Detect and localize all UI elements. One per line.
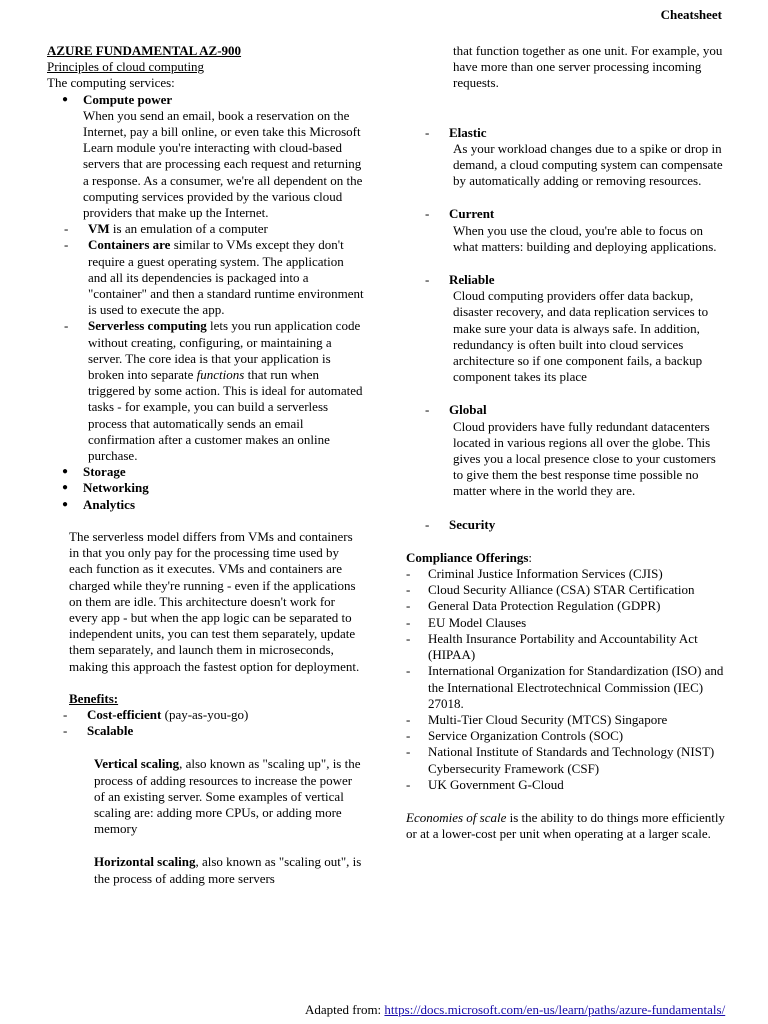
benefit-item-text: [87, 707, 248, 723]
bullet-item-compute-power: [47, 92, 365, 108]
document-title: AZURE FUNDAMENTAL AZ-900: [47, 43, 242, 58]
compliance-item: [406, 777, 726, 793]
compliance-heading-colon: :: [528, 549, 533, 565]
dash-marker: -: [406, 566, 411, 582]
compliance-item: [406, 712, 726, 728]
compliance-item: [406, 566, 726, 582]
benefits-heading: Benefits:: [69, 690, 119, 706]
bullet-label: Storage: [83, 464, 126, 480]
intro-text: The computing services:: [47, 75, 175, 91]
horizontal-bold: Horizontal scaling: [94, 854, 196, 870]
dash-marker: -: [406, 598, 411, 614]
bullet-item-analytics: [47, 497, 365, 513]
compliance-item: [406, 728, 726, 744]
benefit-reliable: [406, 272, 726, 288]
dash-marker: -: [425, 516, 430, 532]
compliance-item-text: UK Government G-Cloud: [428, 776, 564, 792]
benefit-security: [406, 517, 726, 533]
right-column: [406, 43, 726, 842]
footer-prefix: Adapted from:: [305, 1002, 385, 1017]
source-link[interactable]: https://docs.microsoft.com/en-us/learn/paths/azure-fundamentals/: [384, 1002, 726, 1017]
bullet-dot-icon: ●: [61, 466, 69, 478]
vm-bold: VM: [88, 221, 110, 237]
dash-marker: -: [425, 206, 430, 222]
compliance-item: [406, 663, 726, 712]
dash-item-text: [88, 237, 365, 318]
dash-marker: -: [406, 630, 411, 646]
compliance-item-text: EU Model Clauses: [428, 614, 527, 630]
dash-item-vm: [47, 221, 365, 237]
compliance-item-text: General Data Protection Regulation (GDPR): [428, 598, 661, 614]
serverless-paragraph: The serverless model differs from VMs and containers in that you only pay for the processing time used by each function as it executes. VMs and containers are charged while they're running - even if the applications on them are idle. This architecture doesn't work for every app - but when the app logic can be separated to independent units, you can test them separately, update them separately, and launch them in microseconds, making this approach the fastest option for deployment.: [69, 528, 360, 674]
dash-marker: -: [425, 272, 430, 288]
vertical-scaling-paragraph: [47, 756, 365, 837]
compliance-item-text: Cloud Security Alliance (CSA) STAR Certification: [428, 582, 695, 598]
compliance-item-text: Criminal Justice Information Services (CJIS): [428, 566, 663, 582]
left-column: [47, 43, 365, 887]
compliance-item-text: National Institute of Standards and Technology (NIST) Cybersecurity Framework (CSF): [428, 744, 715, 776]
vertical-text: , also known as "scaling up", is the process of adding resources to increase the power of an existing server. Some examples of vertical scaling are: adding more CPUs, or adding more memory: [94, 756, 361, 837]
dash-marker: -: [406, 582, 411, 598]
dash-marker: -: [64, 237, 69, 253]
dash-item-serverless: [47, 318, 365, 464]
compliance-list: [406, 566, 726, 793]
bullet-label: Compute power: [83, 91, 173, 107]
benefit-global: [406, 402, 726, 418]
reliable-label: Reliable: [449, 272, 495, 288]
compliance-heading: [406, 550, 726, 566]
dash-item-text: [88, 318, 365, 464]
elastic-label: Elastic: [449, 124, 487, 140]
vertical-bold: Vertical scaling: [94, 756, 180, 772]
benefit-item-cost: [47, 707, 365, 723]
compliance-item-text: Health Insurance Portability and Accountability Act (HIPAA): [428, 630, 698, 663]
vm-text: is an emulation of a computer: [109, 221, 268, 237]
dash-marker: -: [406, 711, 411, 727]
section-subtitle: Principles of cloud computing: [47, 59, 205, 75]
cost-text: (pay-as-you-go): [161, 706, 249, 722]
dash-marker: -: [63, 706, 68, 722]
horizontal-scaling-paragraph: [47, 854, 365, 886]
benefit-current: [406, 206, 726, 222]
bullet-label: Analytics: [83, 496, 135, 512]
dash-item-text: [88, 221, 268, 237]
compliance-item-text: Service Organization Controls (SOC): [428, 728, 624, 744]
dash-marker: -: [406, 728, 411, 744]
dash-marker: -: [64, 318, 69, 334]
dash-item-containers: [47, 237, 365, 318]
horizontal-text: , also known as "scaling out", is the process of adding more servers: [94, 854, 362, 886]
serverless-text-1: lets you run application code without creating, configuring, or maintaining a server. The core idea is that your application is broken into separate: [88, 318, 361, 383]
dash-marker: -: [406, 614, 411, 630]
dash-marker: -: [63, 723, 68, 739]
economies-text: is the ability to do things more efficiently or at a lower-cost per unit when operating at a larger scale.: [406, 809, 725, 842]
current-text: When you use the cloud, you're able to focus on what matters: building and deploying applications.: [453, 222, 717, 254]
horizontal-scaling-continued: that function together as one unit. For example, you have more than one server processing incoming requests.: [453, 43, 723, 91]
compliance-item-text: International Organization for Standardization (ISO) and the International Electrotechnical Commission (IEC) 27018.: [428, 663, 724, 711]
dash-marker: -: [425, 402, 430, 418]
economies-italic: Economies of scale: [406, 809, 507, 825]
serverless-italic: functions: [196, 367, 245, 383]
bullet-item-storage: [47, 464, 365, 480]
cost-bold: Cost-efficient: [87, 706, 162, 722]
compliance-heading-bold: Compliance Offerings: [406, 549, 529, 565]
compliance-item-text: Multi-Tier Cloud Security (MTCS) Singapore: [428, 711, 668, 727]
compliance-item: [406, 744, 726, 776]
serverless-text-2: that run when triggered by some action. This is ideal for automated tasks - for example, you can build a serverless process that automatically sends an email confirmation after a customer makes an online purchase.: [88, 367, 363, 464]
bullet-label: Networking: [83, 480, 149, 496]
reliable-text: Cloud computing providers offer data backup, disaster recovery, and data replication services to make sure your data is always safe. In addition, redundancy is often built into cloud services architecture so if one component fails, a backup component takes its place: [453, 288, 709, 385]
containers-text: similar to VMs except they don't require a guest operating system. The application and all its dependencies is packaged into a "container" and then a standard runtime environment is used to execute the app.: [88, 237, 364, 318]
bullet-dot-icon: ●: [61, 93, 69, 105]
serverless-bold: Serverless computing: [88, 318, 207, 334]
elastic-text: As your workload changes due to a spike or drop in demand, a cloud computing system can compensate by automatically adding or removing resources.: [453, 140, 723, 189]
bullet-dot-icon: ●: [61, 482, 69, 494]
scalable-label: Scalable: [87, 723, 134, 739]
page-header-label: Cheatsheet: [660, 7, 722, 22]
containers-bold: Containers are: [88, 237, 171, 253]
global-label: Global: [449, 402, 487, 418]
compliance-item: [406, 598, 726, 614]
economies-of-scale-paragraph: [406, 810, 726, 842]
dash-marker: -: [425, 124, 430, 140]
compliance-item: [406, 631, 726, 663]
current-label: Current: [449, 206, 495, 222]
dash-marker: -: [406, 744, 411, 760]
dash-marker: -: [64, 221, 69, 237]
bullet-item-networking: [47, 480, 365, 496]
benefit-item-scalable: [47, 723, 365, 739]
bullet-dot-icon: ●: [61, 498, 69, 510]
footer-attribution: [305, 1002, 725, 1018]
benefit-elastic: [406, 125, 726, 141]
dash-marker: -: [406, 663, 411, 679]
compliance-item: [406, 615, 726, 631]
compute-power-text: When you send an email, book a reservation on the Internet, pay a bill online, or even take this Microsoft Learn module you're interacting with cloud-based servers that are processing each request and returning a response. As a consumer, we're all dependent on the computing services provided by the various cloud providers that make up the Internet.: [83, 107, 363, 221]
compliance-item: [406, 582, 726, 598]
dash-marker: -: [406, 776, 411, 792]
security-label: Security: [449, 516, 496, 532]
global-text: Cloud providers have fully redundant datacenters located in various regions all over the globe. This gives you a local presence close to your customers to give them the best response time possible no matter where in the world they are.: [453, 418, 716, 499]
